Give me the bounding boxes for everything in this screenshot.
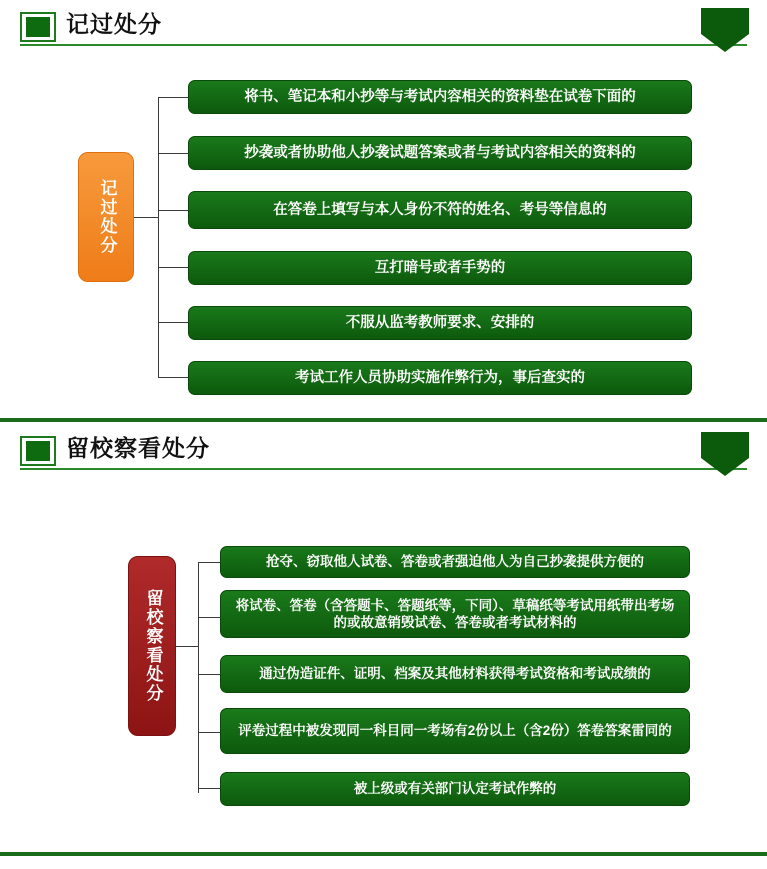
connector-stub [176,646,198,647]
list-item: 在答卷上填写与本人身份不符的姓名、考号等信息的 [188,191,692,229]
slide-divider [0,852,767,856]
connector-branch [198,562,220,563]
square-marker-icon-fill [26,441,50,461]
category-badge-probation [128,556,176,736]
square-marker-icon-fill [26,17,50,37]
list-item: 互打暗号或者手势的 [188,251,692,285]
connector-branch [158,322,188,323]
down-arrow-icon [701,432,749,476]
section-record-demerit [0,0,767,420]
list-item: 评卷过程中被发现同一科目同一考场有2份以上（含2份）答卷答案雷同的 [220,708,690,754]
page-title: 留校察看处分 [66,435,210,461]
connector-branch [198,732,220,733]
connector-stub [134,217,158,218]
connector-spine [158,97,159,377]
list-item: 抢夺、窃取他人试卷、答卷或者强迫他人为自己抄袭提供方便的 [220,546,690,578]
connector-branch [198,617,220,618]
list-item: 考试工作人员协助实施作弊行为，事后查实的 [188,361,692,395]
list-item: 抄袭或者协助他人抄袭试题答案或者与考试内容相关的资料的 [188,136,692,170]
category-badge-label: 留校察看处分 [143,589,163,703]
connector-branch [198,788,220,789]
list-item: 将书、笔记本和小抄等与考试内容相关的资料垫在试卷下面的 [188,80,692,114]
down-arrow-icon [701,8,749,52]
header-rule [20,44,747,46]
list-item: 被上级或有关部门认定考试作弊的 [220,772,690,806]
category-badge-record-demerit [78,152,134,282]
section-header [0,0,767,56]
connector-branch [158,267,188,268]
header-rule [20,468,747,470]
list-item: 通过伪造证件、证明、档案及其他材料获得考试资格和考试成绩的 [220,655,690,693]
connector-branch [158,377,188,378]
connector-branch [198,674,220,675]
connector-branch [158,210,188,211]
connector-branch [158,97,188,98]
page-title: 记过处分 [66,11,162,37]
list-item: 不服从监考教师要求、安排的 [188,306,692,340]
connector-spine [198,562,199,793]
slide-divider [0,418,767,422]
list-item: 将试卷、答卷（含答题卡、答题纸等，下同）、草稿纸等考试用纸带出考场的或故意销毁试卷、答卷或者考试材料的 [220,590,690,638]
connector-branch [158,153,188,154]
category-badge-label: 记过处分 [97,179,117,255]
section-header [0,424,767,480]
